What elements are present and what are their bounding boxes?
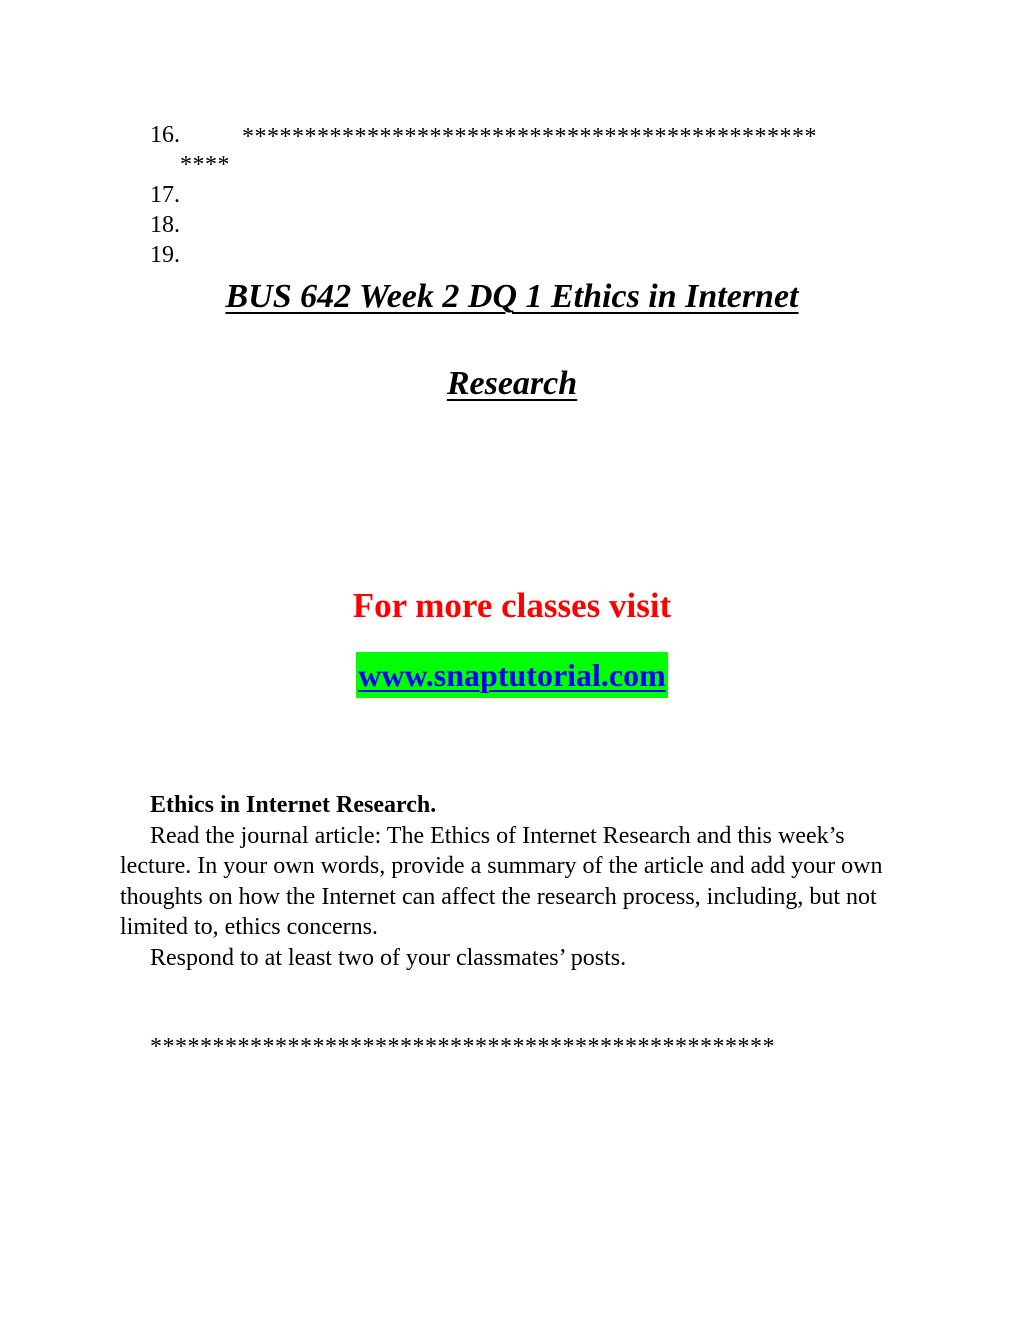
assignment-paragraph: Respond to at least two of your classmates’ posts. xyxy=(150,944,627,971)
list-item xyxy=(150,180,910,210)
list-item xyxy=(150,120,910,150)
assignment-paragraph: Read the journal article: The Ethics of Internet Research and this week’s lecture. In your own words, provide a summary of the article and add your own thoughts on how the Internet can affect the research process, including, but not limited to, ethics concerns. xyxy=(120,822,883,940)
promo-link-container xyxy=(0,652,1024,698)
website-link[interactable]: www.snaptutorial.com xyxy=(356,652,668,698)
assignment-heading: Ethics in Internet Research. xyxy=(150,792,437,818)
list-number: 16. xyxy=(150,122,180,148)
list-number: 18. xyxy=(150,212,180,238)
asterisk-separator: ********************************************** xyxy=(242,124,817,150)
document-title-line-2: Research xyxy=(446,365,578,402)
list-number: 17. xyxy=(150,182,180,208)
asterisk-separator: ************************************************** xyxy=(150,1034,775,1060)
list-item xyxy=(150,210,910,240)
document-title-line-1: BUS 642 Week 2 DQ 1 Ethics in Internet xyxy=(225,278,799,315)
list-item xyxy=(150,240,910,270)
list-number: 19. xyxy=(150,242,180,268)
numbered-list xyxy=(150,120,910,270)
promo-text: For more classes visit xyxy=(352,586,672,625)
assignment-body xyxy=(120,790,910,973)
asterisk-continuation: **** xyxy=(180,152,230,178)
